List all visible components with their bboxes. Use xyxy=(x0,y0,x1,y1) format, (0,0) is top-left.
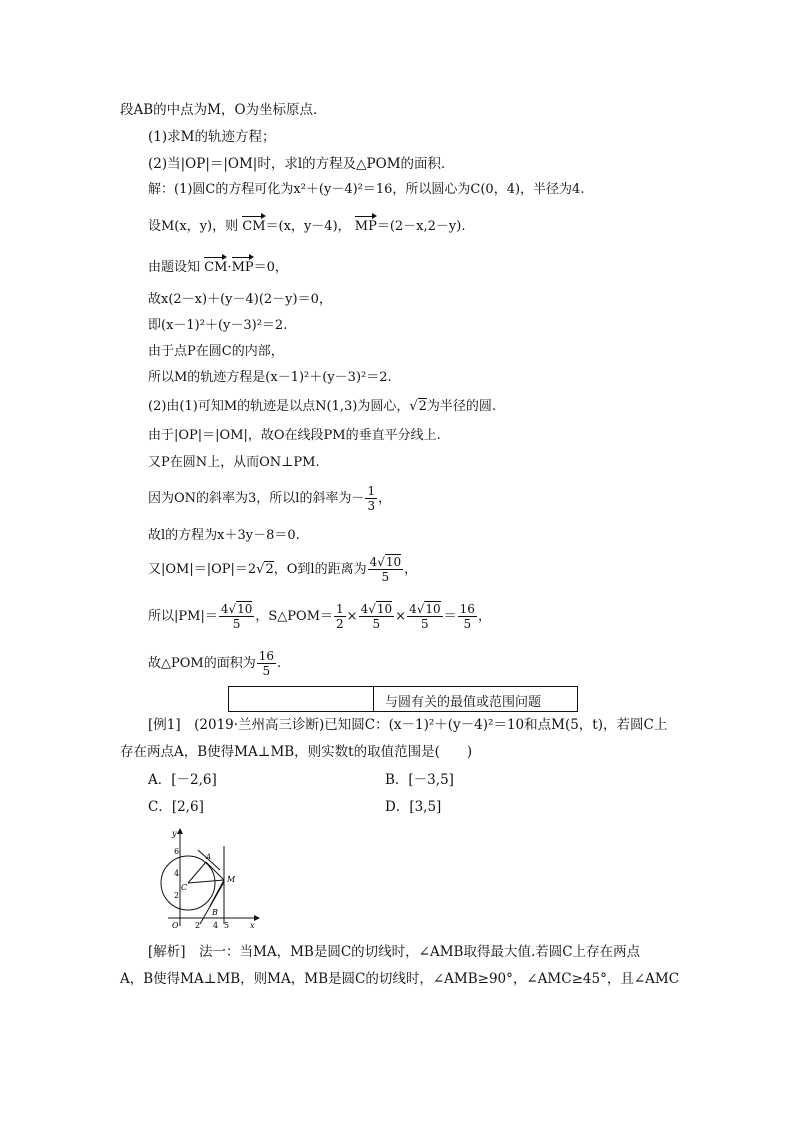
line-13: 又P在圆N上，从而ON⊥PM. xyxy=(148,455,320,470)
line-17b: ，S△POM＝ xyxy=(255,609,334,624)
x-tick-2: 2 xyxy=(195,921,201,930)
line-c-a xyxy=(188,862,206,883)
line-16: 又|OM|＝|OP|＝2√2，O到l的距离为 $\frac{4√10}{5}$ ， xyxy=(148,555,418,584)
line-6c: ＝0， xyxy=(253,260,288,275)
line-17d: × xyxy=(395,609,407,624)
line-17e: ＝ xyxy=(443,609,457,624)
point-b-label: B xyxy=(212,908,218,917)
x-axis-label: x xyxy=(250,921,255,930)
fraction-16-5: $\frac{16}{5}$ xyxy=(459,602,475,631)
section-title: 与圆有关的最值或范围问题 xyxy=(385,695,542,710)
point-a-label: A xyxy=(206,853,212,861)
vector-mp: MP xyxy=(355,214,377,236)
fraction-area-1: $\frac{4√10}{5}$ xyxy=(360,602,393,631)
example-1-line-1: [例1] (2019·兰州高三诊断)已知圆C：(x－1)²＋(y－4)²＝10和点M(5，t)，若圆C上 xyxy=(148,717,668,733)
fraction-half: $\frac{1}{2}$ xyxy=(336,602,344,631)
line-18a: 故△POM的面积为 xyxy=(148,656,256,671)
point-m-label: M xyxy=(227,875,236,884)
line-1: 段AB的中点为M，O为坐标原点． xyxy=(120,102,327,118)
line-6a: 由题设知 xyxy=(148,260,201,275)
section-box-divider xyxy=(373,687,374,711)
line-3: (2)当|OP|＝|OM|时，求l的方程及△POM的面积． xyxy=(148,156,455,172)
sqrt-2b: 2 xyxy=(265,562,274,577)
fraction-pm: $\frac{4√10}{5}$ xyxy=(220,602,253,631)
section-title-box xyxy=(228,686,578,712)
y-axis-arrow xyxy=(177,828,183,834)
line-5 xyxy=(148,214,465,236)
line-5c: ＝(2－x,2－y). xyxy=(376,219,466,234)
line-11a: (2)由(1)可知M的轨迹是以点N(1,3)为圆心， xyxy=(148,399,410,414)
line-6b: · xyxy=(227,260,232,275)
line-4: 解：(1)圆C的方程可化为x²＋(y－4)²＝16，所以圆心为C(0，4)，半径为4. xyxy=(148,182,585,197)
line-2: (1)求M的轨迹方程； xyxy=(148,129,276,145)
x-axis-arrow xyxy=(254,915,260,921)
line-a-m xyxy=(206,862,224,880)
fraction-4root10-over-5: $\frac{4√10}{5}$ xyxy=(369,555,402,584)
line-5b: ＝(x，y－4)， xyxy=(265,219,351,234)
line-11: (2)由(1)可知M的轨迹是以点N(1,3)为圆心，√2为半径的圆. xyxy=(148,399,497,414)
fraction-one-third: $\frac{1}{3}$ xyxy=(367,484,376,513)
line-17c: × xyxy=(346,609,358,624)
y-axis-label: y xyxy=(172,829,177,838)
option-b: B．[－3,5] xyxy=(385,772,454,788)
line-10: 所以M的轨迹方程是(x－1)²＋(y－3)²＝2. xyxy=(148,370,392,385)
x-tick-5: 5 xyxy=(224,921,230,930)
line-6 xyxy=(148,255,288,277)
line-7: 故x(2－x)＋(y－4)(2－y)＝0， xyxy=(148,292,332,307)
option-d: D．[3,5] xyxy=(385,799,442,815)
line-11b: 为半径的圆. xyxy=(426,399,497,414)
option-c: C．[2,6] xyxy=(148,799,204,815)
sqrt-2: 2 xyxy=(418,399,427,414)
line-8: 即(x－1)²＋(y－3)²＝2. xyxy=(148,318,288,333)
line-14b: ， xyxy=(378,491,392,506)
solution-line-1: [解析] 法一：当MA，MB是圆C的切线时，∠AMB取得最大值.若圆C上存在两点 xyxy=(148,944,641,960)
line-18 xyxy=(148,649,281,678)
line-17 xyxy=(148,602,491,631)
point-c-label: C xyxy=(181,883,188,892)
line-9: 由于点P在圆C的内部， xyxy=(148,344,284,359)
line-18b: . xyxy=(277,656,282,671)
line-17a: 所以|PM|＝ xyxy=(148,609,218,624)
line-12: 由于|OP|＝|OM|，故O在线段PM的垂直平分线上. xyxy=(148,428,441,443)
line-17f: ， xyxy=(477,609,491,624)
line-c-m xyxy=(188,880,224,883)
line-14 xyxy=(148,484,391,513)
vector-cm-2: CM xyxy=(204,255,227,277)
line-16b: ，O到l的距离为 xyxy=(273,562,367,577)
fraction-area-2: $\frac{4√10}{5}$ xyxy=(409,602,441,631)
line-16a: 又|OM|＝|OP|＝2 xyxy=(148,562,257,577)
origin-label: O xyxy=(172,921,179,930)
y-tick-2: 2 xyxy=(174,891,180,900)
x-tick-4: 4 xyxy=(213,921,219,930)
vector-mp-2: MP xyxy=(232,255,254,277)
vector-cm: CM xyxy=(242,214,265,236)
line-16c: ， xyxy=(404,562,418,577)
line-15: 故l的方程为x＋3y－8＝0. xyxy=(148,528,300,543)
circle-figure xyxy=(150,826,262,932)
line-14a: 因为ON的斜率为3，所以l的斜率为－ xyxy=(148,491,365,506)
y-tick-4: 4 xyxy=(174,869,180,878)
solution-line-2: A，B使得MA⊥MB，则MA，MB是圆C的切线时，∠AMB≥90°，∠AMC≥45°，且∠AMC xyxy=(120,971,680,987)
fraction-area-final: $\frac{16}{5}$ xyxy=(258,649,274,678)
y-tick-6: 6 xyxy=(174,847,180,856)
line-5a: 设M(x，y)，则 xyxy=(148,219,239,234)
option-a: A．[－2,6] xyxy=(148,772,217,788)
example-1-line-2: 存在两点A，B使得MA⊥MB，则实数t的取值范围是( ) xyxy=(120,744,473,760)
